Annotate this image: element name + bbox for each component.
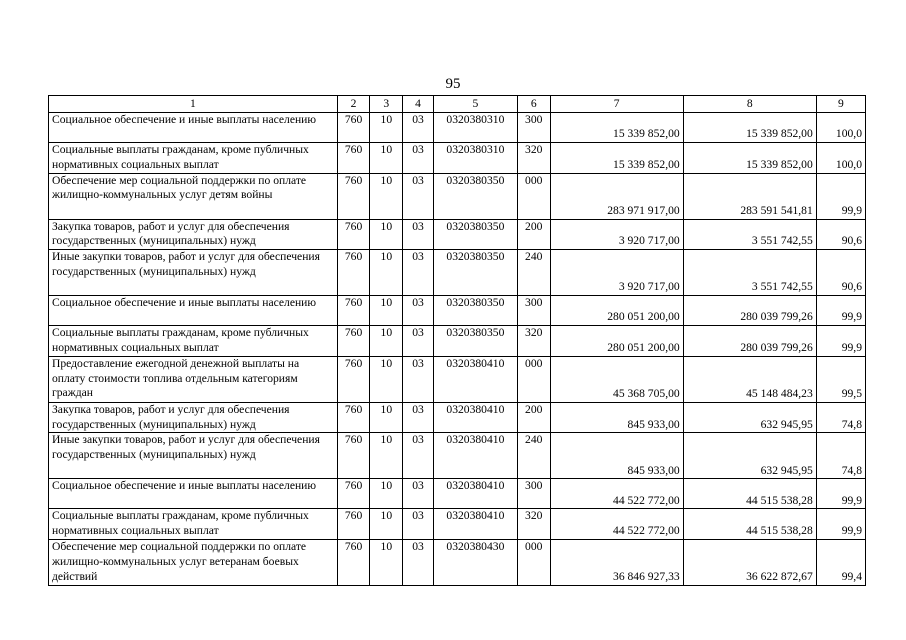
cell-admin-code: 760 xyxy=(337,509,370,540)
cell-expense-type: 320 xyxy=(517,326,550,357)
cell-expense-type: 200 xyxy=(517,402,550,433)
cell-planned: 280 051 200,00 xyxy=(550,326,683,357)
col-header-8: 8 xyxy=(683,96,816,113)
cell-name: Обеспечение мер социальной поддержки по оплате жилищно-коммунальных услуг детям войны xyxy=(49,173,338,219)
cell-target-article: 0320380410 xyxy=(433,402,517,433)
table-row xyxy=(49,219,866,250)
cell-name: Социальное обеспечение и иные выплаты населению xyxy=(49,113,338,143)
cell-name: Социальное обеспечение и иные выплаты населению xyxy=(49,479,338,509)
cell-target-article: 0320380410 xyxy=(433,479,517,509)
cell-admin-code: 760 xyxy=(337,402,370,433)
cell-subsection: 03 xyxy=(403,326,434,357)
cell-subsection: 03 xyxy=(403,113,434,143)
cell-expense-type: 320 xyxy=(517,509,550,540)
col-header-6: 6 xyxy=(517,96,550,113)
col-header-4: 4 xyxy=(403,96,434,113)
cell-expense-type: 240 xyxy=(517,433,550,479)
table-row xyxy=(49,539,866,585)
cell-executed: 283 591 541,81 xyxy=(683,173,816,219)
cell-admin-code: 760 xyxy=(337,143,370,174)
cell-admin-code: 760 xyxy=(337,326,370,357)
cell-admin-code: 760 xyxy=(337,250,370,296)
cell-planned: 15 339 852,00 xyxy=(550,113,683,143)
cell-subsection: 03 xyxy=(403,296,434,326)
cell-section: 10 xyxy=(370,539,403,585)
cell-name: Закупка товаров, работ и услуг для обеспечения государственных (муниципальных) нужд xyxy=(49,219,338,250)
cell-executed: 3 551 742,55 xyxy=(683,250,816,296)
table-row xyxy=(49,509,866,540)
cell-target-article: 0320380410 xyxy=(433,509,517,540)
table-row xyxy=(49,479,866,509)
cell-executed: 280 039 799,26 xyxy=(683,296,816,326)
cell-planned: 845 933,00 xyxy=(550,433,683,479)
cell-expense-type: 200 xyxy=(517,219,550,250)
cell-admin-code: 760 xyxy=(337,539,370,585)
cell-executed: 44 515 538,28 xyxy=(683,509,816,540)
cell-section: 10 xyxy=(370,402,403,433)
cell-percent: 99,9 xyxy=(816,296,865,326)
cell-percent: 99,9 xyxy=(816,326,865,357)
cell-name: Иные закупки товаров, работ и услуг для обеспечения государственных (муниципальных) нужд xyxy=(49,250,338,296)
cell-name: Обеспечение мер социальной поддержки по оплате жилищно-коммунальных услуг ветеранам боевых действий xyxy=(49,539,338,585)
cell-planned: 845 933,00 xyxy=(550,402,683,433)
cell-percent: 99,4 xyxy=(816,539,865,585)
cell-percent: 74,8 xyxy=(816,402,865,433)
cell-planned: 45 368 705,00 xyxy=(550,356,683,402)
cell-name: Закупка товаров, работ и услуг для обеспечения государственных (муниципальных) нужд xyxy=(49,402,338,433)
cell-subsection: 03 xyxy=(403,173,434,219)
cell-percent: 74,8 xyxy=(816,433,865,479)
table-row xyxy=(49,356,866,402)
cell-name: Социальные выплаты гражданам, кроме публичных нормативных социальных выплат xyxy=(49,509,338,540)
cell-section: 10 xyxy=(370,173,403,219)
cell-subsection: 03 xyxy=(403,219,434,250)
table-row xyxy=(49,433,866,479)
cell-executed: 632 945,95 xyxy=(683,433,816,479)
cell-executed: 632 945,95 xyxy=(683,402,816,433)
budget-table xyxy=(48,95,866,586)
cell-target-article: 0320380410 xyxy=(433,356,517,402)
cell-executed: 36 622 872,67 xyxy=(683,539,816,585)
cell-planned: 36 846 927,33 xyxy=(550,539,683,585)
cell-subsection: 03 xyxy=(403,509,434,540)
cell-target-article: 0320380310 xyxy=(433,143,517,174)
cell-admin-code: 760 xyxy=(337,173,370,219)
cell-target-article: 0320380310 xyxy=(433,113,517,143)
cell-planned: 44 522 772,00 xyxy=(550,479,683,509)
cell-planned: 44 522 772,00 xyxy=(550,509,683,540)
cell-name: Социальные выплаты гражданам, кроме публичных нормативных социальных выплат xyxy=(49,326,338,357)
cell-percent: 99,9 xyxy=(816,173,865,219)
header-row xyxy=(49,96,866,113)
cell-executed: 3 551 742,55 xyxy=(683,219,816,250)
cell-section: 10 xyxy=(370,509,403,540)
cell-admin-code: 760 xyxy=(337,356,370,402)
cell-target-article: 0320380350 xyxy=(433,173,517,219)
cell-executed: 280 039 799,26 xyxy=(683,326,816,357)
cell-name: Иные закупки товаров, работ и услуг для обеспечения государственных (муниципальных) нужд xyxy=(49,433,338,479)
cell-planned: 3 920 717,00 xyxy=(550,219,683,250)
cell-percent: 100,0 xyxy=(816,143,865,174)
table-row xyxy=(49,250,866,296)
cell-percent: 90,6 xyxy=(816,250,865,296)
cell-percent: 99,9 xyxy=(816,479,865,509)
cell-section: 10 xyxy=(370,250,403,296)
cell-expense-type: 300 xyxy=(517,296,550,326)
table-row xyxy=(49,402,866,433)
cell-expense-type: 000 xyxy=(517,539,550,585)
cell-admin-code: 760 xyxy=(337,219,370,250)
cell-section: 10 xyxy=(370,326,403,357)
table-row xyxy=(49,173,866,219)
cell-percent: 99,5 xyxy=(816,356,865,402)
cell-expense-type: 000 xyxy=(517,173,550,219)
cell-expense-type: 300 xyxy=(517,113,550,143)
cell-section: 10 xyxy=(370,479,403,509)
cell-target-article: 0320380410 xyxy=(433,433,517,479)
cell-target-article: 0320380350 xyxy=(433,326,517,357)
cell-planned: 15 339 852,00 xyxy=(550,143,683,174)
cell-section: 10 xyxy=(370,296,403,326)
col-header-1: 1 xyxy=(49,96,338,113)
cell-name: Социальные выплаты гражданам, кроме публичных нормативных социальных выплат xyxy=(49,143,338,174)
cell-section: 10 xyxy=(370,143,403,174)
cell-admin-code: 760 xyxy=(337,113,370,143)
cell-section: 10 xyxy=(370,219,403,250)
cell-percent: 99,9 xyxy=(816,509,865,540)
cell-name: Социальное обеспечение и иные выплаты населению xyxy=(49,296,338,326)
cell-target-article: 0320380430 xyxy=(433,539,517,585)
page-number: 95 xyxy=(445,76,461,92)
cell-planned: 3 920 717,00 xyxy=(550,250,683,296)
cell-subsection: 03 xyxy=(403,402,434,433)
col-header-2: 2 xyxy=(337,96,370,113)
cell-admin-code: 760 xyxy=(337,479,370,509)
cell-percent: 90,6 xyxy=(816,219,865,250)
cell-percent: 100,0 xyxy=(816,113,865,143)
cell-executed: 44 515 538,28 xyxy=(683,479,816,509)
col-header-3: 3 xyxy=(370,96,403,113)
cell-section: 10 xyxy=(370,113,403,143)
cell-subsection: 03 xyxy=(403,143,434,174)
cell-planned: 283 971 917,00 xyxy=(550,173,683,219)
table-row xyxy=(49,113,866,143)
col-header-9: 9 xyxy=(816,96,865,113)
cell-subsection: 03 xyxy=(403,479,434,509)
cell-executed: 15 339 852,00 xyxy=(683,143,816,174)
cell-section: 10 xyxy=(370,356,403,402)
cell-admin-code: 760 xyxy=(337,296,370,326)
cell-subsection: 03 xyxy=(403,356,434,402)
cell-expense-type: 300 xyxy=(517,479,550,509)
col-header-7: 7 xyxy=(550,96,683,113)
cell-subsection: 03 xyxy=(403,250,434,296)
cell-executed: 45 148 484,23 xyxy=(683,356,816,402)
cell-subsection: 03 xyxy=(403,433,434,479)
cell-planned: 280 051 200,00 xyxy=(550,296,683,326)
table-row xyxy=(49,326,866,357)
cell-subsection: 03 xyxy=(403,539,434,585)
cell-section: 10 xyxy=(370,433,403,479)
cell-target-article: 0320380350 xyxy=(433,296,517,326)
cell-target-article: 0320380350 xyxy=(433,219,517,250)
table-row xyxy=(49,143,866,174)
table-body xyxy=(49,113,866,586)
cell-name: Предоставление ежегодной денежной выплаты на оплату стоимости топлива отдельным категориям граждан xyxy=(49,356,338,402)
cell-executed: 15 339 852,00 xyxy=(683,113,816,143)
col-header-5: 5 xyxy=(433,96,517,113)
cell-expense-type: 320 xyxy=(517,143,550,174)
table-row xyxy=(49,296,866,326)
cell-target-article: 0320380350 xyxy=(433,250,517,296)
cell-expense-type: 240 xyxy=(517,250,550,296)
cell-expense-type: 000 xyxy=(517,356,550,402)
cell-admin-code: 760 xyxy=(337,433,370,479)
